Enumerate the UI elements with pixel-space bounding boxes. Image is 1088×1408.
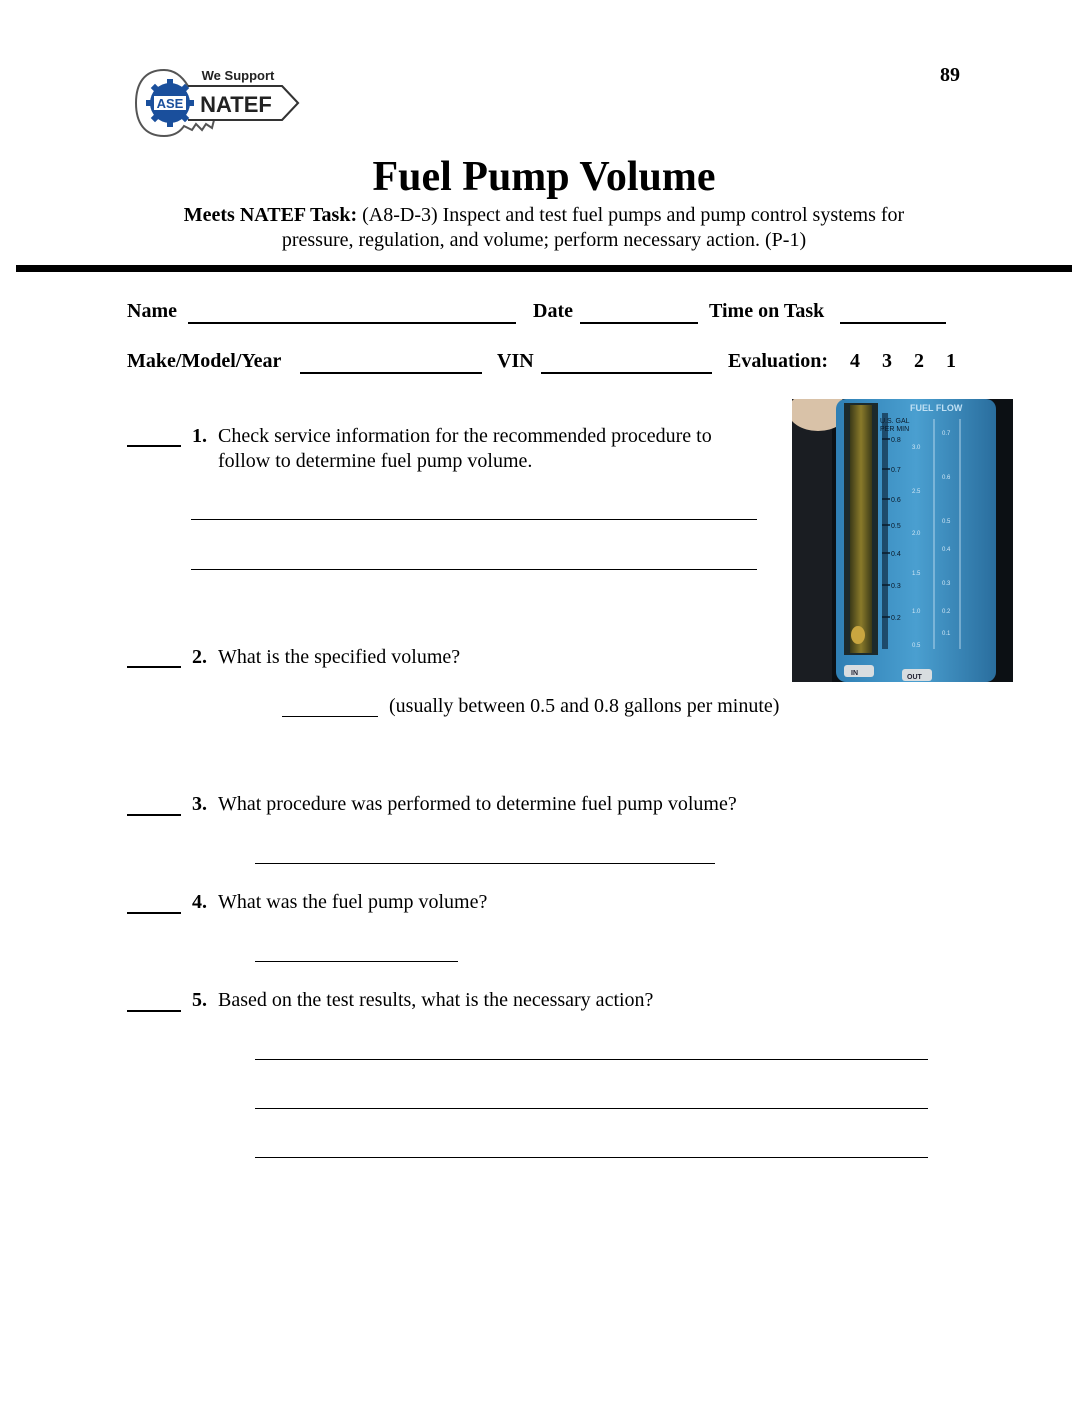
mid-tick-5: 0.5	[912, 643, 921, 649]
question-3-number: 3.	[192, 793, 207, 815]
date-field[interactable]	[580, 322, 698, 324]
left-tick-6: 0.2	[891, 615, 901, 622]
header-divider	[16, 265, 1072, 272]
task-line-2: pressure, regulation, and volume; perform necessary action. (P-1)	[281, 229, 807, 251]
fuel-flow-header: FUEL FLOW	[910, 403, 963, 413]
left-tick-3: 0.5	[891, 523, 901, 530]
question-2-check-field[interactable]	[127, 666, 181, 668]
left-tick-0: 0.8	[891, 437, 901, 444]
question-1-number: 1.	[192, 425, 207, 447]
unit-label-1: U.S. GAL	[880, 418, 910, 425]
evaluation-score-4[interactable]: 4	[850, 350, 860, 372]
time-on-task-field[interactable]	[840, 322, 946, 324]
natef-logo	[134, 62, 304, 144]
logo-main-text: NATEF	[200, 92, 272, 117]
question-2-number: 2.	[192, 646, 207, 668]
right-tick-4: 0.3	[942, 581, 951, 587]
question-1-answer-line-1[interactable]	[191, 519, 757, 520]
name-label: Name	[127, 300, 177, 322]
question-1-text: Check service information for the recommended procedure to	[218, 425, 712, 447]
page-number: 89	[940, 64, 960, 86]
right-tick-1: 0.6	[942, 475, 951, 481]
fuel-flow-meter-graphic	[792, 399, 1013, 682]
mid-tick-3: 1.5	[912, 571, 921, 577]
evaluation-score-2[interactable]: 2	[914, 350, 924, 372]
mid-tick-1: 2.5	[912, 489, 921, 495]
page-title: Fuel Pump Volume	[372, 154, 716, 200]
task-text-1: (A8-D-3) Inspect and test fuel pumps and pump control systems for	[362, 204, 905, 226]
task-label: Meets NATEF Task:	[183, 204, 358, 226]
question-1-text-line-2: follow to determine fuel pump volume.	[218, 450, 533, 472]
right-tick-3: 0.4	[942, 547, 951, 553]
right-tick-5: 0.2	[942, 609, 951, 615]
question-3-check-field[interactable]	[127, 814, 181, 816]
in-label: IN	[851, 670, 858, 677]
question-3-answer-line[interactable]	[255, 863, 715, 864]
mid-tick-0: 3.0	[912, 445, 921, 451]
question-5-number: 5.	[192, 989, 207, 1011]
right-tick-6: 0.1	[942, 631, 951, 637]
mid-tick-2: 2.0	[912, 531, 921, 537]
right-tick-0: 0.7	[942, 431, 951, 437]
question-5-answer-line-3[interactable]	[255, 1157, 928, 1158]
question-5-answer-line-2[interactable]	[255, 1108, 928, 1109]
question-2-text: What is the specified volume?	[218, 646, 461, 668]
question-1-answer-line-2[interactable]	[191, 569, 757, 570]
question-4-text: What was the fuel pump volume?	[218, 891, 488, 913]
question-5-answer-line-1[interactable]	[255, 1059, 928, 1060]
evaluation-label: Evaluation:	[728, 350, 829, 372]
date-label: Date	[533, 300, 573, 322]
specified-volume-field[interactable]	[282, 716, 378, 717]
make-model-year-label: Make/Model/Year	[127, 350, 282, 372]
name-field[interactable]	[188, 322, 516, 324]
right-tick-2: 0.5	[942, 519, 951, 525]
unit-label-2: PER MIN	[880, 426, 910, 433]
question-4-number: 4.	[192, 891, 207, 913]
ase-badge-text: ASE	[156, 96, 184, 111]
left-tick-2: 0.6	[891, 497, 901, 504]
evaluation-score-3[interactable]: 3	[882, 350, 892, 372]
task-line-1	[0, 204, 1088, 227]
left-tick-4: 0.4	[891, 551, 901, 558]
make-model-year-field[interactable]	[300, 372, 482, 374]
out-label: OUT	[907, 674, 922, 681]
left-tick-1: 0.7	[891, 467, 901, 474]
vin-label: VIN	[497, 350, 534, 372]
left-tick-5: 0.3	[891, 583, 901, 590]
question-4-check-field[interactable]	[127, 912, 181, 914]
question-1-check-field[interactable]	[127, 445, 181, 447]
logo-top-text: We Support	[201, 68, 275, 83]
specified-volume-note: (usually between 0.5 and 0.8 gallons per minute)	[389, 695, 780, 717]
evaluation-score-1[interactable]: 1	[946, 350, 956, 372]
question-3-text: What procedure was performed to determine fuel pump volume?	[218, 793, 737, 815]
question-4-answer-line[interactable]	[255, 961, 458, 962]
fuel-flow-meter-photo	[792, 399, 1013, 682]
mid-tick-4: 1.0	[912, 609, 921, 615]
question-5-text: Based on the test results, what is the necessary action?	[218, 989, 654, 1011]
vin-field[interactable]	[541, 372, 712, 374]
question-5-check-field[interactable]	[127, 1010, 181, 1012]
time-on-task-label: Time on Task	[709, 300, 825, 322]
